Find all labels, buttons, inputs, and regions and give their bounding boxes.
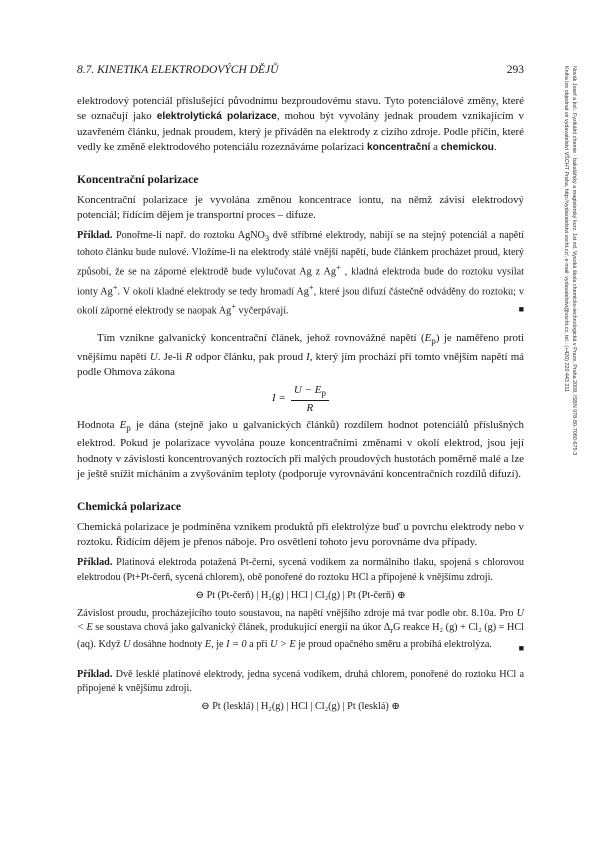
equation-fraction [291,384,329,415]
term-chemical: chemickou [440,142,494,154]
ex1-b9: je proud opačného směru a probíhá elektrolýza. [295,638,492,650]
conc-example-sub: 3 [264,233,270,244]
equation-numerator-text: U − E [293,383,322,396]
ex1-b5: , je [211,638,227,650]
chem-definition: Chemická polarizace je podmíněna vznikem produktů při elektrolýze buď u povrchu elektrody nebo v roztoku. Řídícím dějem je přenos náboje. Pro osvětlení tohoto jevu porovnáme dva případy. [77,520,524,548]
conc-example [77,229,524,319]
ex1-sym-E: E [204,638,212,650]
body-text [77,94,524,718]
intro-text-2: , mohou být vyvolány jednak proudem vznikajícím v uzavřeném článku, jednak proudem, který je přiváděn na elektrody z cizího zdroje. Podle příčin, které vedly ke změně elektrodového potenciálu rozeznáváme polarizaci [77,110,524,154]
ex1-b2: se soustava chová jako galvanický článek, produkující energii na úkor Δ [92,622,391,634]
qed-mark: ■ [518,642,524,653]
cell-scheme-2: ⊖ Pt (lesklá) | H₂(g) | HCl | Cl₂(g) | Pt (lesklá) ⊕ [201,701,400,713]
sym-p-2: p [126,422,131,433]
conc-ohm-paragraph [77,331,524,380]
conc-p2-c: . Je-li [157,350,186,363]
equation-numerator [291,384,329,401]
ex1-b7: a při [246,638,271,650]
ex1-b3: G reakce H₂ (g) + Cl₂ (g) = HCl (aq). Když [77,622,524,650]
sup-plus-3: + [308,281,314,292]
chem-example-1-body [77,607,524,652]
term-electrolytic-polarization: elektrolytická polarizace [156,111,277,123]
example-label: Příklad. [77,557,113,569]
intro-text-1: elektrodový potenciál příslušející původnímu bezproudovému stavu. Tyto potenciálové změny, které se označují jako [77,95,524,123]
sym-R: R [185,350,193,363]
ohm-equation [77,384,524,415]
chem-example-2 [77,668,524,697]
intro-paragraph [77,94,524,156]
conc-example-text-d: . V okolí kladné elektrody se tedy hromadí Ag [117,286,309,298]
conc-example-text-f: vyčerpávají. [235,305,289,317]
ex1-b8: U > E [270,638,296,650]
side-note [543,66,600,456]
equation-numerator-sub: p [321,387,326,398]
sym-p: p [431,336,436,347]
heading-chemical-polarization: Chemická polarizace [77,499,181,513]
qed-mark: ■ [518,304,524,315]
ex1-b2-sub: r [390,625,394,636]
section-title: 8.7. KINETIKA ELEKTRODOVÝCH DĚJŮ [77,64,279,76]
chem-example-1-text: Platinová elektroda potažená Pt-černí, sycená vodíkem za normálního tlaku, spojená s chlorovou elektrodou (Pt+Pt-čerň, sycená chlorem), obě ponořené do roztoku HCl a připojené k vnějšímu zdroji. [77,557,524,583]
example-label: Příklad. [77,230,113,242]
cell-scheme-1: ⊖ Pt (Pt-čerň) | H₂(g) | HCl | Cl₂(g) | Pt (Pt-čerň) ⊕ [195,589,406,601]
conc-example-text-b: dvě stříbrné elektrody, nabijí se na stejný potenciál a napětí tohoto článku bude nulové. Vložíme-li na elektrody stálé vnější napětí, bude článkem procházet proud, který způsobí, že se na záporné elektrodě bude vylučovat Ag z Ag [77,230,524,278]
conc-conclusion [77,418,524,483]
ex1-b1: Závislost proudu, procházejícího touto soustavou, na napětí vnějšího zdroje má tvar podle obr. 8.10a. Pro [77,607,517,619]
side-note-text [562,66,577,588]
sym-U: U [149,350,158,363]
side-note-line-2: Kniha lze objednat ve vydavatelství VŠCHT Praha, http://vydavatelstvi.vscht.cz/, e-mail: vydavatelstvi@vscht.cz, tel.: (+420) 220 443 211 [563,66,570,393]
sup-plus-1: + [335,262,341,273]
term-concentration: koncentrační [366,142,431,154]
ex1-cond: U < E [77,607,524,634]
conc-p2-e: , který jím prochází při tomto vnějším napětí má podle Ohmova zákona [77,350,524,379]
equation-denominator: R [306,401,314,414]
sup-plus-2: + [112,281,118,292]
intro-text-3: a [430,141,441,154]
sym-E-2: E [119,418,127,431]
chem-example-1 [77,556,524,585]
conc-p2-b: ) je naměřeno proti vnějšímu napětí [77,332,524,363]
conc-p3-b: je dána (stejně jako u galvanických článků) rozdílem hodnot potenciálů příslušných elektrod. Pokud je polarizace vyvolána pouze koncentračními změnami v okolí elektrod, jsou její hodnoty v závislosti koncentrovaných roztocích při malých proudových hustotách poměrně malé a lze je ještě snížit mícháním a zvyšováním teploty (podporuje vyrovnávání koncentračních rozdílů difuzí). [77,418,524,481]
side-note-line-1: Novák Josef a kol.: Fyzikální chemie - bakalářský a magisterský kurz. 1st ed. Vysoká škola chemicko-technologická v Praze, Praha 2008. ISBN 978-80-7080-675-3 [571,66,577,456]
equation-lhs: I = [271,392,286,405]
conc-p2-a: Tím vznikne galvanický koncentrační článek, jehož rovnovážné napětí ( [97,332,425,345]
example-label: Příklad. [77,668,113,680]
conc-example-text-a: Ponořme-li např. do roztoku AgNO [112,230,265,242]
ex1-sym-U: U [123,638,131,650]
sym-I: I [306,350,310,363]
heading-concentration-polarization: Koncentrační polarizace [77,172,199,186]
conc-p3-a: Hodnota [77,418,120,431]
ex1-b6: I = 0 [226,638,247,650]
sym-E: E [424,332,432,345]
page-number: 293 [506,64,524,76]
chem-example-2-text: Dvě lesklé platinové elektrody, jedna sycená vodíkem, druhá chlorem, ponořené do roztoku HCl a připojené k vnějšímu zdroji. [77,668,524,695]
conc-p2-d: odpor článku, pak proud [192,350,307,363]
conc-example-text-c: , kladná elektroda bude do roztoku vysílat ionty Ag [77,266,524,298]
ex1-b4: dosáhne hodnoty [130,638,205,650]
intro-text-4: . [493,141,497,154]
sup-plus-4: + [231,301,236,312]
conc-definition: Koncentrační polarizace je vyvolána změnou koncentrace iontu, na němž závisí elektrodový potenciál; řídícím dějem je transportní proces – difuze. [77,193,524,222]
conc-example-text-e: , které jsou difuzí částečně odváděny do roztoku; v okolí záporné elektrody se naopak Ag [77,286,524,317]
